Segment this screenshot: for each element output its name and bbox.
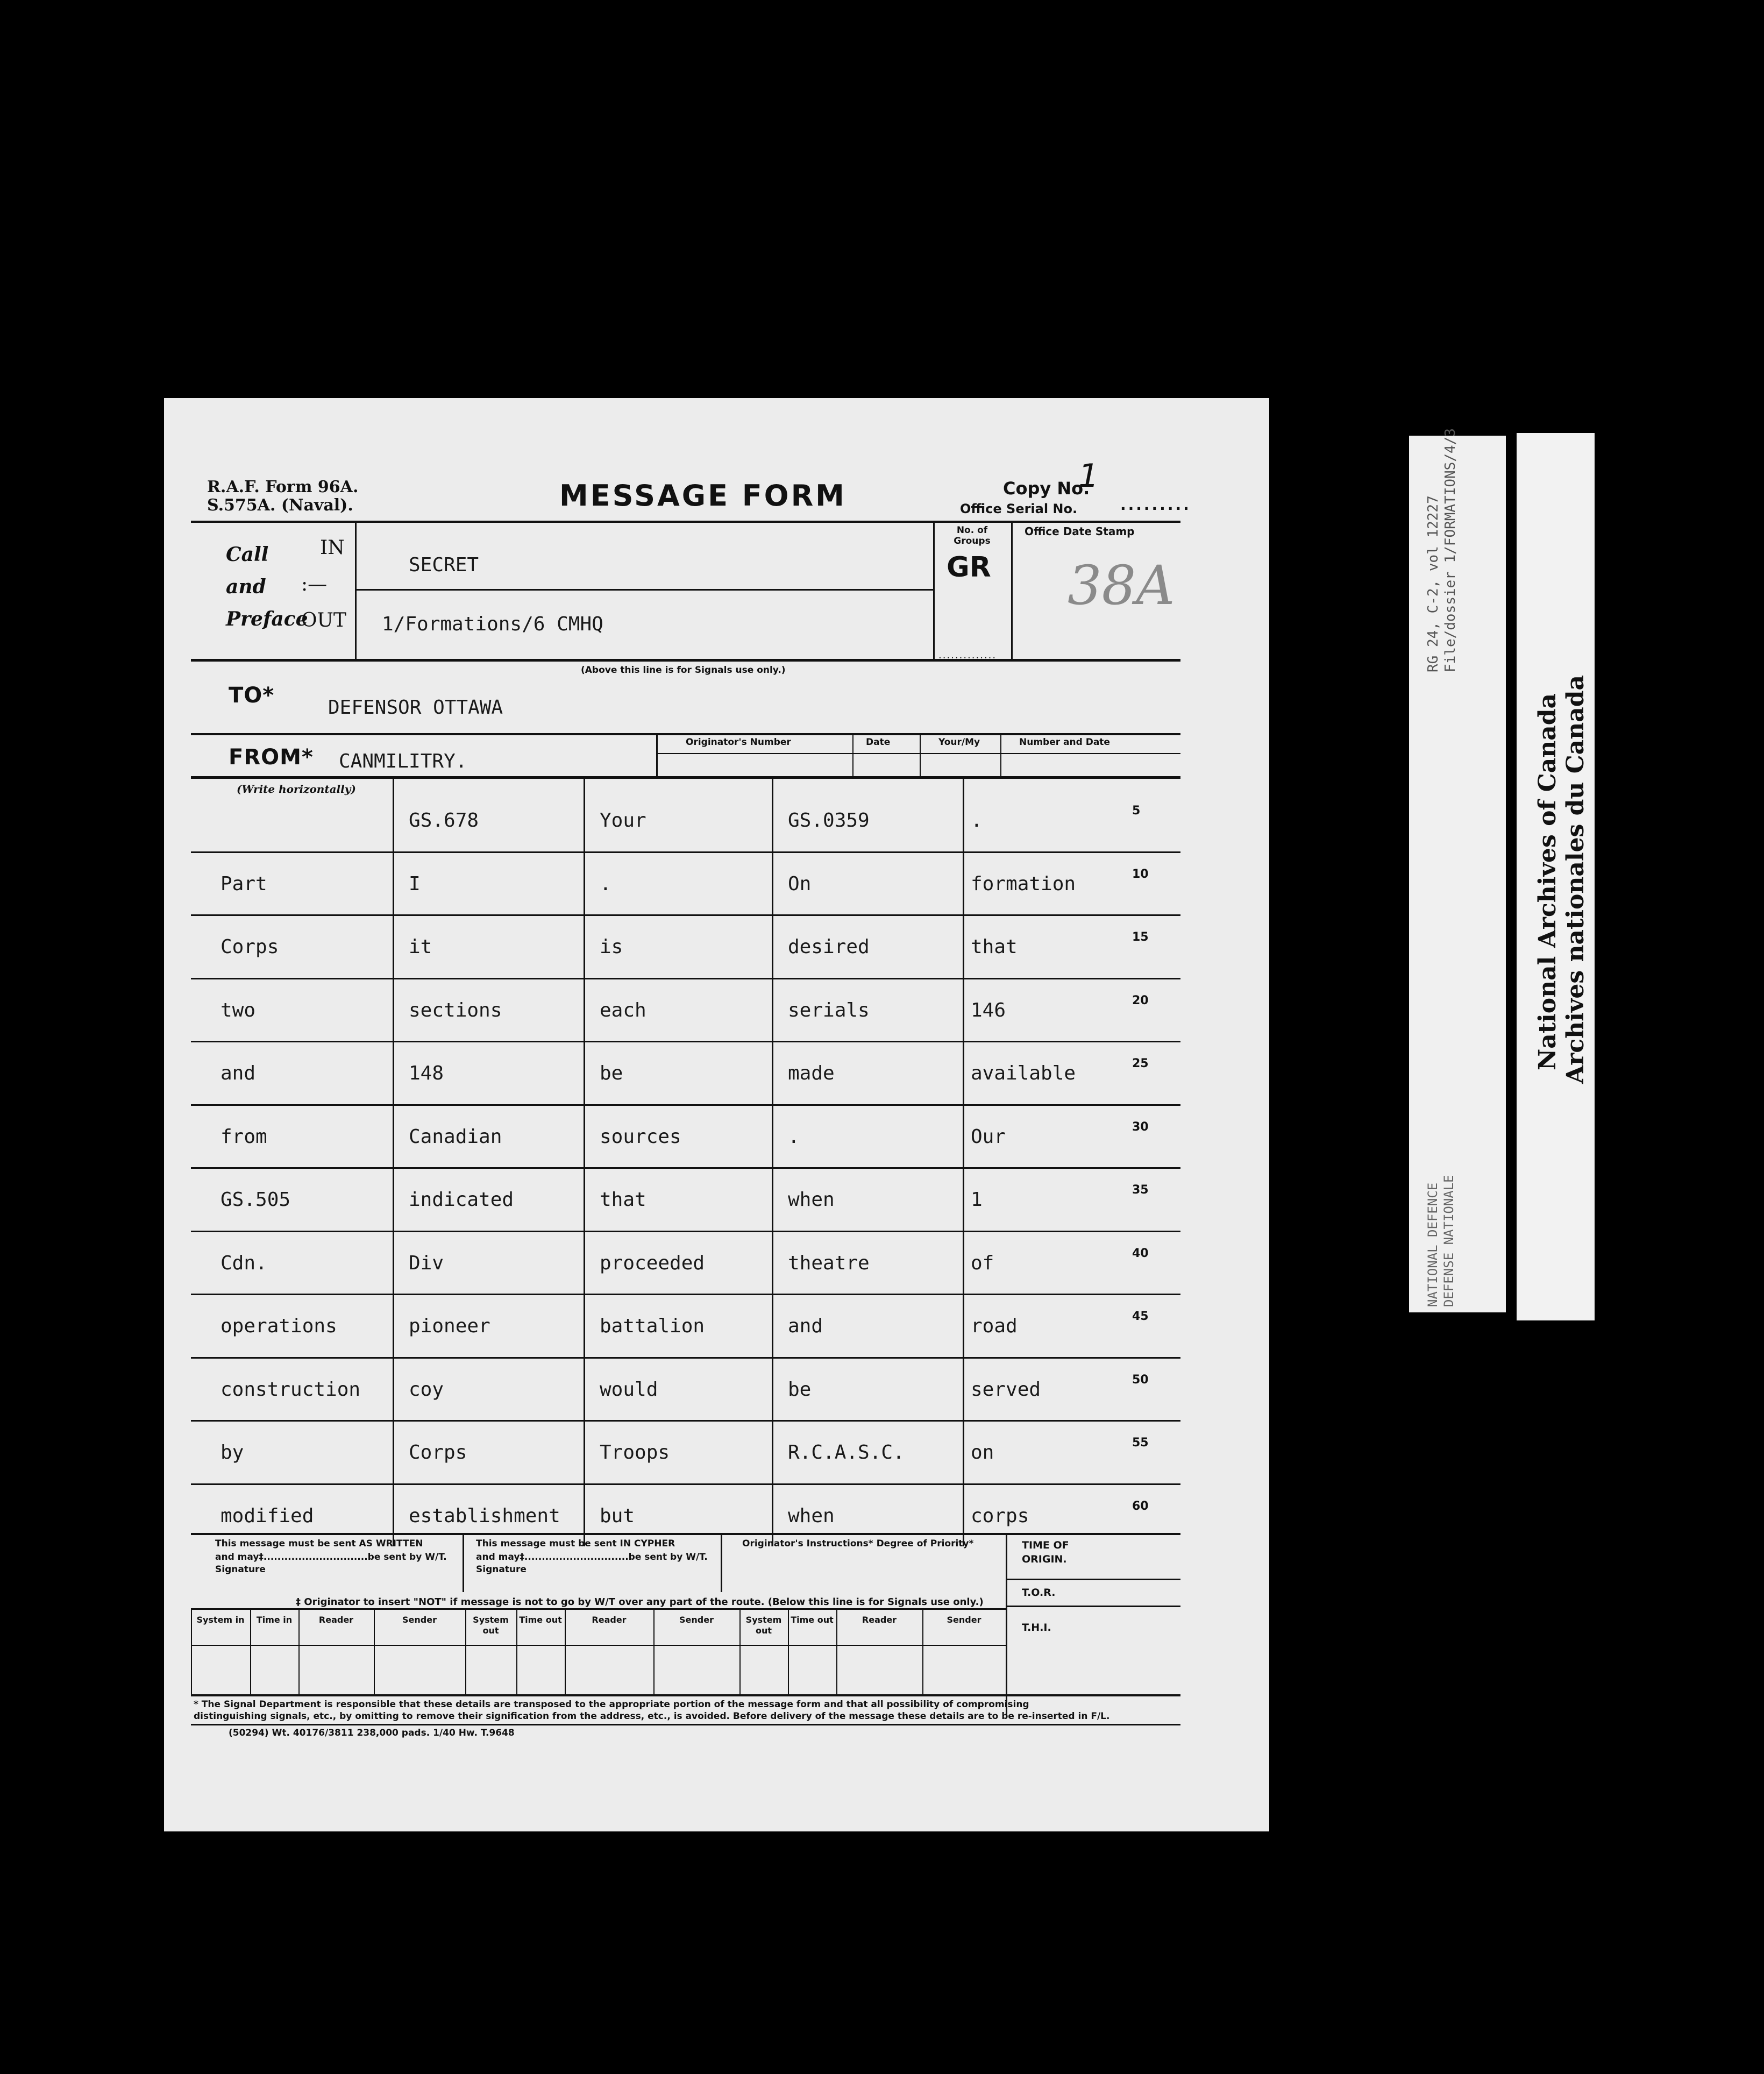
table-cell: desired <box>788 936 870 958</box>
table-cell: establishment <box>409 1504 560 1527</box>
signals-column-divider <box>1006 1608 1007 1694</box>
table-cell: when <box>788 1189 835 1211</box>
signals-column-header: System in <box>196 1615 245 1625</box>
time-of-origin-label: TIME OF ORIGIN. <box>1022 1539 1069 1565</box>
signals-column-header: Reader <box>318 1615 354 1625</box>
form-id-line-1: R.A.F. Form 96A. <box>207 478 359 496</box>
table-cell: each <box>600 999 646 1021</box>
table-cell: operations <box>220 1315 337 1337</box>
table-cell: proceeded <box>600 1252 705 1274</box>
table-cell: served <box>971 1378 1041 1401</box>
table-cell: road <box>971 1315 1018 1337</box>
table-cell: coy <box>409 1378 444 1401</box>
grid-column-divider <box>772 777 773 1546</box>
tor-label: T.O.R. <box>1022 1587 1056 1599</box>
to-label: TO* <box>229 683 275 708</box>
grid-column-divider <box>584 777 585 1546</box>
signals-column-header: Reader <box>592 1615 627 1625</box>
grid-row-rule <box>191 1167 1180 1169</box>
call-label: Call <box>226 543 269 566</box>
table-cell: that <box>971 936 1018 958</box>
signals-column-divider <box>298 1608 300 1694</box>
archive-ref-line-2: File/dossier 1/FORMATIONS/4/3 <box>1442 428 1459 672</box>
signals-column-divider <box>565 1608 566 1694</box>
footnote-line-1: * The Signal Department is responsible that these details are transposed to the appropriate portion of the message form and that all possibility of compromising <box>194 1699 1029 1710</box>
preface-mid-rule <box>355 589 933 591</box>
from-label: FROM* <box>229 745 314 770</box>
table-cell: on <box>971 1441 994 1464</box>
table-cell: pioneer <box>409 1315 490 1337</box>
archive-reference-tag <box>1409 428 1506 1312</box>
table-cell: is <box>600 936 623 958</box>
grid-row-rule <box>191 1483 1180 1485</box>
table-cell: would <box>600 1378 658 1401</box>
table-cell: GS.505 <box>220 1189 291 1211</box>
word-count-marker: 60 <box>1132 1499 1149 1513</box>
signals-column-divider <box>374 1608 375 1694</box>
grid-row-rule <box>191 1041 1180 1042</box>
table-cell: indicated <box>409 1189 514 1211</box>
table-cell: when <box>788 1504 835 1527</box>
signals-column-divider <box>922 1608 923 1694</box>
write-note: (Write horizontally) <box>237 783 356 795</box>
table-cell: Part <box>220 872 267 895</box>
copy-no-dots: ......... <box>1120 496 1191 514</box>
signals-column-divider <box>653 1608 655 1694</box>
word-count-marker: 55 <box>1132 1436 1149 1450</box>
preface-divider <box>355 521 357 660</box>
originator-header-number-date: Number and Date <box>1019 737 1110 748</box>
signals-column-header: Sender <box>947 1615 981 1625</box>
to-rule <box>191 733 1180 735</box>
groups-dots: .............. <box>938 650 997 661</box>
table-cell: . <box>600 872 611 895</box>
word-count-marker: 40 <box>1132 1246 1149 1260</box>
from-rule <box>191 776 1180 779</box>
signals-column-divider <box>191 1608 192 1694</box>
signals-column-header: Time out <box>519 1615 562 1625</box>
office-serial-label: Office Serial No. <box>960 501 1078 516</box>
signals-column-divider <box>516 1608 517 1694</box>
table-cell: available <box>971 1062 1076 1084</box>
originator-header-your-my: Your/My <box>938 737 980 748</box>
as-written-line-1: This message must be sent AS WRITTEN <box>215 1538 423 1549</box>
footnote-rule <box>191 1724 1180 1725</box>
signals-column-divider <box>788 1608 789 1694</box>
word-count-marker: 15 <box>1132 931 1149 944</box>
cypher-line-1: This message must be sent IN CYPHER <box>476 1538 675 1549</box>
grid-row-rule <box>191 1104 1180 1106</box>
table-cell: of <box>971 1252 994 1274</box>
preface-label: Preface <box>226 608 308 630</box>
grid-row-rule <box>191 914 1180 916</box>
copy-no-label: Copy No. <box>1003 478 1090 499</box>
archive-label-fr: Archives nationales du Canada <box>1562 674 1589 1084</box>
table-cell: . <box>788 1125 800 1148</box>
originator-instructions: Originator's Instructions* Degree of Priority* <box>742 1538 974 1549</box>
footnote-line-2: distinguishing signals, etc., by omitting to remove their signification from the address, etc., is avoided. Before delivery of the message these details are to be re-inserted in F/L. <box>194 1711 1110 1722</box>
grid-row-rule <box>191 1231 1180 1232</box>
orig-div-2 <box>920 733 921 777</box>
table-cell: Your <box>600 809 646 832</box>
archive-dept-line-2: DEFENSE NATIONALE <box>1441 1175 1456 1307</box>
table-cell: modified <box>220 1504 314 1527</box>
copy-no-value: 1 <box>1078 457 1099 495</box>
originator-sub-rule <box>656 753 1180 754</box>
word-count-marker: 25 <box>1132 1057 1149 1070</box>
table-cell: from <box>220 1125 267 1148</box>
archive-ref-line-1: RG 24, C-2, vol 12227 <box>1425 495 1441 672</box>
table-cell: GS.0359 <box>788 809 870 832</box>
word-count-marker: 50 <box>1132 1373 1149 1387</box>
table-cell: theatre <box>788 1252 870 1274</box>
grid-column-divider <box>393 777 394 1546</box>
table-cell: On <box>788 872 812 895</box>
grid-row-rule <box>191 851 1180 853</box>
colon-dash: :— <box>301 573 328 595</box>
and-label: and <box>226 576 266 598</box>
signals-column-header: Sender <box>679 1615 714 1625</box>
table-cell: serials <box>788 999 870 1021</box>
in-label: IN <box>320 537 345 559</box>
table-cell: by <box>220 1441 244 1464</box>
office-date-stamp-label: Office Date Stamp <box>1025 525 1135 538</box>
message-form-sheet <box>164 398 1269 1831</box>
bottom-rule <box>191 1533 1180 1535</box>
thi-label: T.H.I. <box>1022 1622 1051 1633</box>
time-origin-rule <box>1006 1579 1180 1580</box>
word-count-marker: 5 <box>1132 804 1141 818</box>
originator-note: ‡ Originator to insert "NOT" if message is not to go by W/T over any part of the route. (Below this line is for Signals use only.) <box>296 1596 984 1608</box>
archive-label-en: National Archives of Canada <box>1534 693 1561 1070</box>
signals-rule <box>191 659 1180 662</box>
as-written-signature: Signature <box>215 1564 266 1575</box>
table-cell: and <box>788 1315 823 1337</box>
table-cell: two <box>220 999 256 1021</box>
signals-column-header: Time out <box>791 1615 834 1625</box>
originator-header-number: Originator's Number <box>686 737 791 748</box>
table-cell: . <box>971 809 983 832</box>
groups-label: No. of Groups <box>954 525 991 546</box>
grid-row-rule <box>191 1294 1180 1295</box>
table-cell: corps <box>971 1504 1029 1527</box>
word-count-marker: 45 <box>1132 1310 1149 1323</box>
stamp-value: 38A <box>1068 554 1175 617</box>
table-cell: GS.678 <box>409 809 479 832</box>
archive-label <box>1517 433 1595 1320</box>
table-cell: Troops <box>600 1441 670 1464</box>
word-count-marker: 30 <box>1132 1120 1149 1134</box>
originator-header-date: Date <box>866 737 891 748</box>
table-cell: sections <box>409 999 502 1021</box>
signals-column-divider <box>250 1608 251 1694</box>
table-cell: be <box>600 1062 623 1084</box>
table-cell: Our <box>971 1125 1006 1148</box>
table-cell: formation <box>971 872 1076 895</box>
page-title: MESSAGE FORM <box>559 479 847 513</box>
table-cell: be <box>788 1378 812 1401</box>
table-cell: made <box>788 1062 835 1084</box>
table-cell: Div <box>409 1252 444 1274</box>
word-count-marker: 35 <box>1132 1183 1149 1197</box>
orig-div-1 <box>852 733 853 777</box>
from-divider <box>656 733 658 777</box>
groups-value: GR <box>947 551 991 584</box>
table-cell: but <box>600 1504 635 1527</box>
word-count-marker: 20 <box>1132 993 1149 1007</box>
signals-column-header: System out <box>473 1615 509 1636</box>
signals-bottom-rule <box>191 1694 1180 1696</box>
signals-column-header: System out <box>745 1615 782 1636</box>
grid-row-rule <box>191 978 1180 979</box>
table-cell: 1 <box>971 1189 983 1211</box>
grid-row-rule <box>191 1357 1180 1359</box>
bottom-div-2 <box>721 1533 722 1592</box>
table-cell: Corps <box>220 936 279 958</box>
signals-header-rule <box>191 1645 1006 1646</box>
tor-rule <box>1006 1606 1180 1607</box>
grid-column-divider <box>963 777 964 1546</box>
top-rule <box>191 521 1180 523</box>
groups-divider-right <box>1011 521 1013 660</box>
table-cell: Cdn. <box>220 1252 267 1274</box>
cypher-signature: Signature <box>476 1564 527 1575</box>
as-written-line-2: and may‡..............................be sent by W/T. <box>215 1552 447 1562</box>
grid-row-rule <box>191 1420 1180 1422</box>
to-value: DEFENSOR OTTAWA <box>328 697 503 719</box>
print-line: (50294) Wt. 40176/3811 238,000 pads. 1/40 Hw. T.9648 <box>229 1728 515 1738</box>
table-cell: 146 <box>971 999 1006 1021</box>
table-cell: construction <box>220 1378 361 1401</box>
table-cell: Canadian <box>409 1125 502 1148</box>
table-cell: 148 <box>409 1062 444 1084</box>
word-count-marker: 10 <box>1132 867 1149 881</box>
archive-dept-line-1: NATIONAL DEFENCE <box>1425 1182 1440 1307</box>
signals-column-header: Reader <box>862 1615 897 1625</box>
form-id-line-2: S.575A. (Naval). <box>207 496 353 515</box>
bottom-div-1 <box>463 1533 464 1592</box>
signals-column-divider <box>836 1608 837 1694</box>
table-cell: sources <box>600 1125 681 1148</box>
table-cell: it <box>409 936 432 958</box>
from-value: CANMILITRY. <box>339 750 467 772</box>
signals-note: (Above this line is for Signals use only.) <box>581 665 786 676</box>
out-label: OUT <box>301 609 346 631</box>
cypher-line-2: and may‡..............................be sent by W/T. <box>476 1552 708 1562</box>
out-value: 1/Formations/6 CMHQ <box>382 613 603 635</box>
table-cell: and <box>220 1062 256 1084</box>
groups-divider-left <box>933 521 935 660</box>
signals-column-divider <box>465 1608 466 1694</box>
in-value: SECRET <box>409 554 479 576</box>
table-cell: Corps <box>409 1441 467 1464</box>
signals-top-rule <box>191 1608 1006 1610</box>
table-cell: battalion <box>600 1315 705 1337</box>
table-cell: R.C.A.S.C. <box>788 1441 905 1464</box>
signals-column-divider <box>739 1608 741 1694</box>
table-cell: I <box>409 872 421 895</box>
orig-div-3 <box>1000 733 1001 777</box>
table-cell: that <box>600 1189 646 1211</box>
signals-column-header: Sender <box>402 1615 437 1625</box>
signals-column-header: Time in <box>256 1615 293 1625</box>
